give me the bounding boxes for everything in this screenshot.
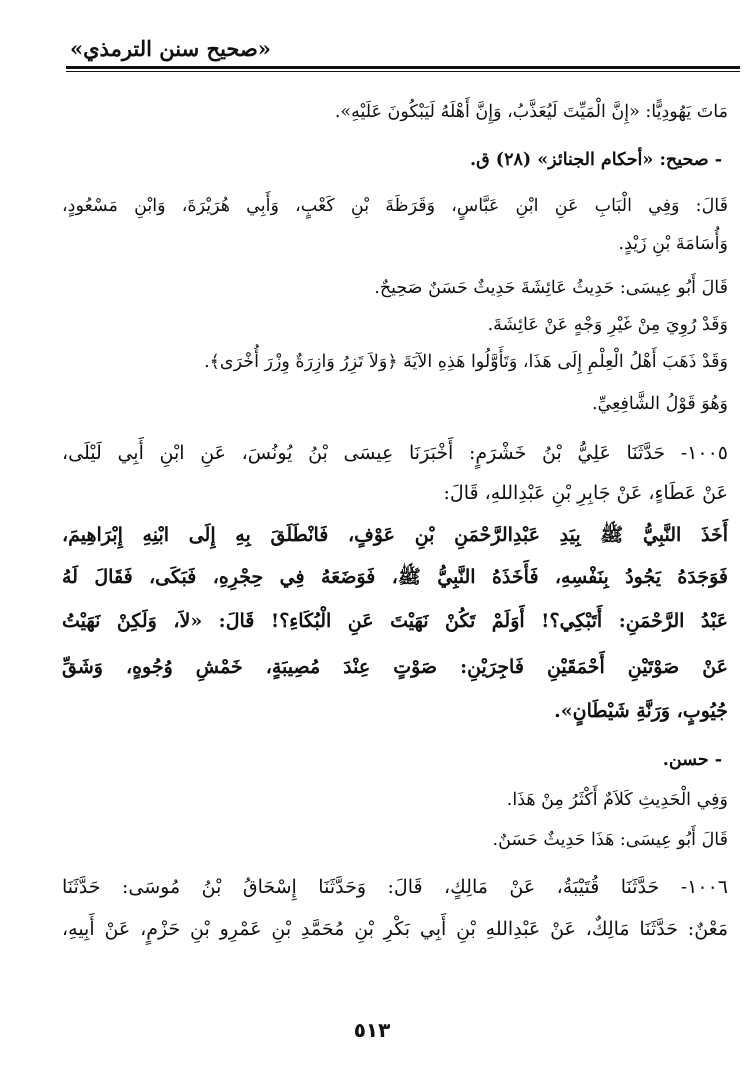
text-line: وَهُوَ قَوْلُ الشَّافِعِيِّ. xyxy=(591,394,728,414)
grading-line: - حسن. xyxy=(662,750,722,770)
header-rule-thin xyxy=(66,71,740,72)
hadith-text-line: جُيُوبٍ، وَرَنَّةِ شَيْطَانٍ». xyxy=(554,700,728,722)
running-header-title: «صحيح سنن الترمذي» xyxy=(70,36,271,61)
text-line: مَاتَ يَهُودِيًّا: «إِنَّ الْمَيِّتَ لَيُعَذَّبُ، وَإِنَّ أَهْلَهُ لَيَبْكُونَ عَلَيْهِ». xyxy=(334,102,728,122)
text-line: قَالَ: وَفِي الْبَابِ عَنِ ابْنِ عَبَّاسٍ، وَقَرَظَةَ بْنِ كَعْبٍ، وَأَبِي هُرَيْرَةَ، وَابْنِ مَسْعُودٍ، xyxy=(62,196,728,216)
page-number: ٥١٣ xyxy=(353,1018,391,1042)
hadith-text-line: أَخَذَ النَّبِيُّ ﷺ بِيَدِ عَبْدِالرَّحْمَنِ بْنِ عَوْفٍ، فَانْطَلَقَ بِهِ إِلَى ابْنِهِ إِبْرَاهِيمَ، xyxy=(62,524,729,546)
text-line: وَقَدْ ذَهَبَ أَهْلُ الْعِلْمِ إِلَى هَذَا، وَتَأَوَّلُوا هَذِهِ الآيَةَ ﴿وَلاَ تَزِرُ وَازِرَةٌ وِزْرَ أُخْرَى﴾. xyxy=(204,352,728,372)
hadith-text-line: فَوَجَدَهُ يَجُودُ بِنَفْسِهِ، فَأَخَذَهُ النَّبِيُّ ﷺ، فَوَضَعَهُ فِي حِجْرِهِ، فَبَكَى، فَقَالَ لَهُ xyxy=(62,566,728,588)
hadith-text-line: عَبْدُ الرَّحْمَنِ: أَتَبْكِي؟! أَوَلَمْ تَكُنْ نَهَيْتَ عَنِ الْبُكَاءِ؟! قَالَ: «لاَ، وَلَكِنْ نَهَيْتُ xyxy=(62,610,728,632)
hadith-chain-line: ١٠٠٥- حَدَّثَنَا عَلِيُّ بْنُ خَشْرَمٍ: أَخْبَرَنَا عِيسَى بْنُ يُونُسَ، عَنِ ابْنِ أَبِي لَيْلَى، xyxy=(62,442,728,464)
text-line: وَأُسَامَةَ بْنِ زَيْدٍ. xyxy=(618,234,728,254)
hadith-chain-line: ١٠٠٦- حَدَّثَنَا قُتَيْبَةُ، عَنْ مَالِكٍ، قَالَ: وَحَدَّثَنَا إِسْحَاقُ بْنُ مُوسَى: حَدَّثَنَا xyxy=(62,876,728,898)
hadith-text-line: عَنْ صَوْتَيْنِ أَحْمَقَيْنِ فَاجِرَيْنِ: صَوْتٍ عِنْدَ مُصِيبَةٍ، خَمْشِ وُجُوهٍ، وَشَقِّ xyxy=(62,656,728,678)
text-line: وَفِي الْحَدِيثِ كَلاَمٌ أَكْثَرُ مِنْ هَذَا. xyxy=(506,790,728,810)
hadith-chain-line: عَنْ عَطَاءٍ، عَنْ جَابِرِ بْنِ عَبْدِاللهِ، قَالَ: xyxy=(443,482,728,504)
grading-line: - صحيح: «أحكام الجنائز» (٢٨) ق. xyxy=(470,150,722,170)
text-line: وَقَدْ رُوِيَ مِنْ غَيْرِ وَجْهٍ عَنْ عَائِشَةَ. xyxy=(487,315,728,335)
hadith-chain-line: مَعْنٌ: حَدَّثَنَا مَالِكٌ، عَنْ عَبْدِاللهِ بْنِ أَبِي بَكْرِ بْنِ مُحَمَّدِ بْنِ عَمْرِو بْنِ حَزْمٍ، عَنْ أَبِيهِ، xyxy=(62,918,728,940)
text-line: قَالَ أَبُو عِيسَى: حَدِيثُ عَائِشَةَ حَدِيثٌ حَسَنٌ صَحِيحٌ. xyxy=(374,278,728,298)
header-rule xyxy=(66,66,740,69)
text-line: قَالَ أَبُو عِيسَى: هَذَا حَدِيثٌ حَسَنٌ. xyxy=(492,830,728,850)
